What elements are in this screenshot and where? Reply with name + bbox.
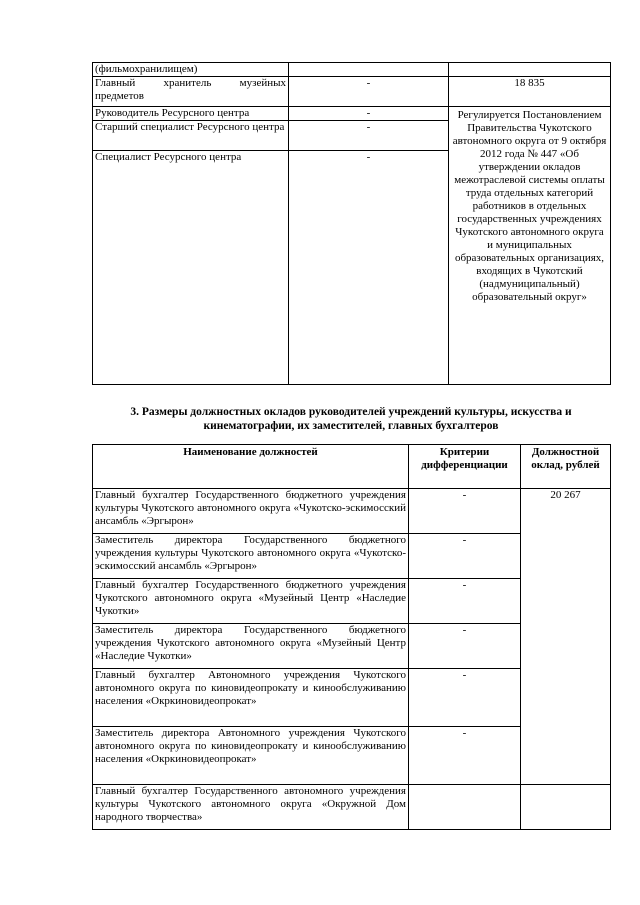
position-name: Руководитель Ресурсного центра xyxy=(93,107,289,121)
column-header-salary: Должностной оклад, рублей xyxy=(521,445,611,489)
criteria-cell: - xyxy=(409,727,521,785)
table-row xyxy=(93,489,611,534)
position-name: Главный бухгалтер Государственного бюджетного учреждения Чукотского автономного округа «Музейный Центр «Наследие Чукотки» xyxy=(93,579,409,624)
position-name: Старший специалист Ресурсного центра xyxy=(93,121,289,151)
criteria-cell: - xyxy=(289,107,449,121)
criteria-cell: - xyxy=(409,534,521,579)
salary-cell xyxy=(449,63,611,77)
column-header-name: Наименование должностей xyxy=(93,445,409,489)
table-row xyxy=(93,107,611,121)
position-name: (фильмохранилищем) xyxy=(93,63,289,77)
position-name: Главный бухгалтер Автономного учреждения Чукотского автономного округа по киновидеопрокату и кинообслуживанию населения «Окркиновидеопрокат» xyxy=(93,669,409,727)
section-heading: 3. Размеры должностных окладов руководителей учреждений культуры, искусства и кинематографии, их заместителей, главных бухгалтеров xyxy=(130,406,572,432)
regulation-note: Регулируется Постановлением Правительства Чукотского автономного округа от 9 октября 2012 года № 447 «Об утверждении окладов межотраслевой системы оплаты труда отдельных категорий работников в отдельных государственных учреждениях Чукотского автономного округа и муниципальных образовательных организациях, входящих в Чукотский (надмуниципальный) образовательный округ» xyxy=(449,107,611,385)
criteria-cell: - xyxy=(289,151,449,385)
criteria-cell: - xyxy=(409,579,521,624)
positions-table-continued xyxy=(92,62,611,385)
salary-cell: 20 267 xyxy=(521,489,611,785)
criteria-cell: - xyxy=(409,669,521,727)
table-row xyxy=(93,785,611,830)
table-row xyxy=(93,63,611,77)
criteria-cell: - xyxy=(289,77,449,107)
salary-cell-empty xyxy=(521,785,611,830)
criteria-cell: - xyxy=(409,624,521,669)
criteria-cell: - xyxy=(409,489,521,534)
position-name: Главный хранитель музейных предметов xyxy=(93,77,289,107)
position-name: Главный бухгалтер Государственного бюджетного учреждения культуры Чукотского автономного округа «Чукотско-эскимосский ансамбль «Эргырон» xyxy=(93,489,409,534)
criteria-cell xyxy=(409,785,521,830)
table-header-row xyxy=(93,445,611,489)
table-row xyxy=(93,77,611,107)
position-name: Заместитель директора Автономного учреждения Чукотского автономного округа по киновидеопрокату и кинообслуживанию населения «Окркиновидеопрокат» xyxy=(93,727,409,785)
column-header-criteria: Критерии дифференциации xyxy=(409,445,521,489)
salary-cell: 18 835 xyxy=(449,77,611,107)
position-name: Специалист Ресурсного центра xyxy=(93,151,289,385)
position-name: Главный бухгалтер Государственного автономного учреждения культуры Чукотского автономного округа «Окружной Дом народного творчества» xyxy=(93,785,409,830)
head-positions-table xyxy=(92,444,611,830)
criteria-cell: - xyxy=(289,121,449,151)
position-name: Заместитель директора Государственного бюджетного учреждения культуры Чукотского автономного округа «Чукотско-эскимосский ансамбль «Эргырон» xyxy=(93,534,409,579)
position-name: Заместитель директора Государственного бюджетного учреждения Чукотского автономного округа «Музейный Центр «Наследие Чукотки» xyxy=(93,624,409,669)
criteria-cell xyxy=(289,63,449,77)
